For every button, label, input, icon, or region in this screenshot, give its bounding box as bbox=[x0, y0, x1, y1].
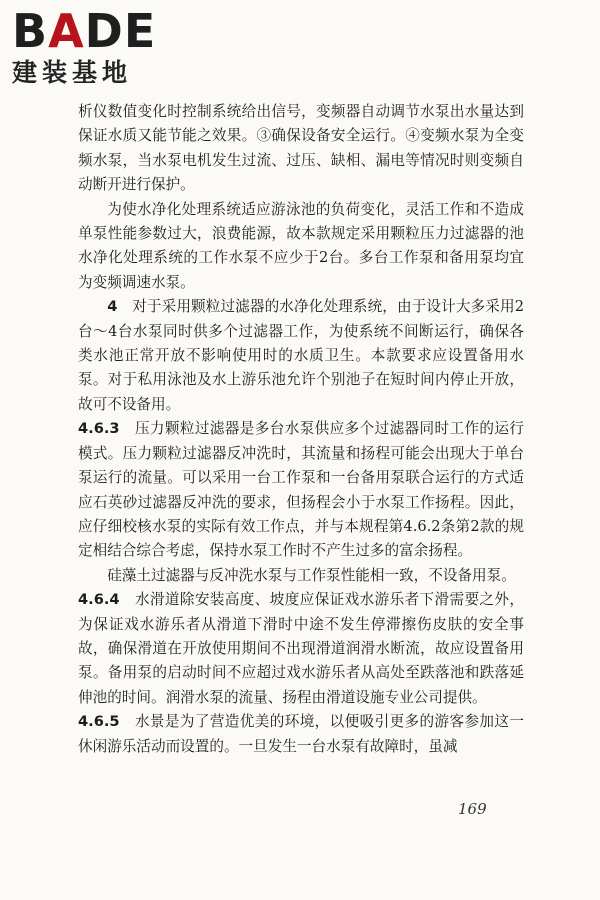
logo-chinese-name: 建装基地 bbox=[12, 58, 133, 87]
page-body bbox=[78, 100, 524, 759]
item-number: 4 bbox=[107, 298, 118, 316]
paragraph-2: 为使水净化处理系统适应游泳池的负荷变化，灵活工作和不造成单泵性能参数过大，浪费能源，故本款规定采用颗粒压力过滤器的池水净化处理系统的工作水泵不应少于2台。多台工作泵和备用泵均宜为变频调速水泵。 bbox=[78, 200, 524, 291]
clause-number: 4.6.5 bbox=[78, 713, 120, 731]
clause-number: 4.6.4 bbox=[78, 591, 120, 609]
paragraph-1: 析仪数值变化时控制系统给出信号，变频器自动调节水泵出水量达到保证水质又能节能之效果。③确保设备安全运行。④变频水泵为全变频水泵，当水泵电机发生过流、过压、缺相、漏电等情况时则变频自动断开进行保护。 bbox=[78, 103, 524, 194]
clause-number: 4.6.3 bbox=[78, 420, 120, 438]
logo-accent-letter: A bbox=[48, 4, 85, 58]
clause-4-6-4: 4.6.4 水滑道除安装高度、坡度应保证戏水游乐者下滑需要之外，为保证戏水游乐者从滑道下滑时中途不发生停滞擦伤皮肤的安全事故，确保滑道在开放使用期间不出现滑道润滑水断流，故应设置备用泵。备用泵的启动时间不应超过戏水游乐者从高处至跌落池和跌落延伸池的时间。润滑水泵的流量、扬程由滑道设施专业公司提供。 bbox=[78, 591, 524, 706]
logo bbox=[10, 6, 185, 92]
clause-4-6-3: 4.6.3 压力颗粒过滤器是多台水泵供应多个过滤器同时工作的运行模式。压力颗粒过滤器反冲洗时，其流量和扬程可能会出现大于单台泵运行的流量。可以采用一台工作泵和一台备用泵联合运行的方式适应石英砂过滤器反冲洗的要求，但扬程会小于水泵工作扬程。因此，应仔细校核水泵的实际有效工作点，并与本规程第4.6.2条第2款的规定相结合综合考虑，保持水泵工作时不产生过多的富余扬程。 bbox=[78, 420, 524, 560]
paragraph-item-4: 4 对于采用颗粒过滤器的水净化处理系统，由于设计大多采用2台～4台水泵同时供多个过滤器工作，为使系统不间断运行，确保各类水池正常开放不影响使用时的水质卫生。本款要求应设置备用水泵。对于私用泳池及水上游乐池允许个别池子在短时间内停止开放，故可不设备用。 bbox=[78, 298, 524, 413]
page-number: 169 bbox=[458, 800, 487, 818]
logo-wordmark: BADE bbox=[12, 4, 157, 58]
clause-4-6-5: 4.6.5 水景是为了营造优美的环境，以便吸引更多的游客参加这一休闲游乐活动而设置的。一旦发生一台水泵有故障时，虽减 bbox=[78, 713, 524, 755]
paragraph-diatomite: 硅藻土过滤器与反冲洗水泵与工作泵性能相一致，不设备用泵。 bbox=[107, 566, 516, 584]
